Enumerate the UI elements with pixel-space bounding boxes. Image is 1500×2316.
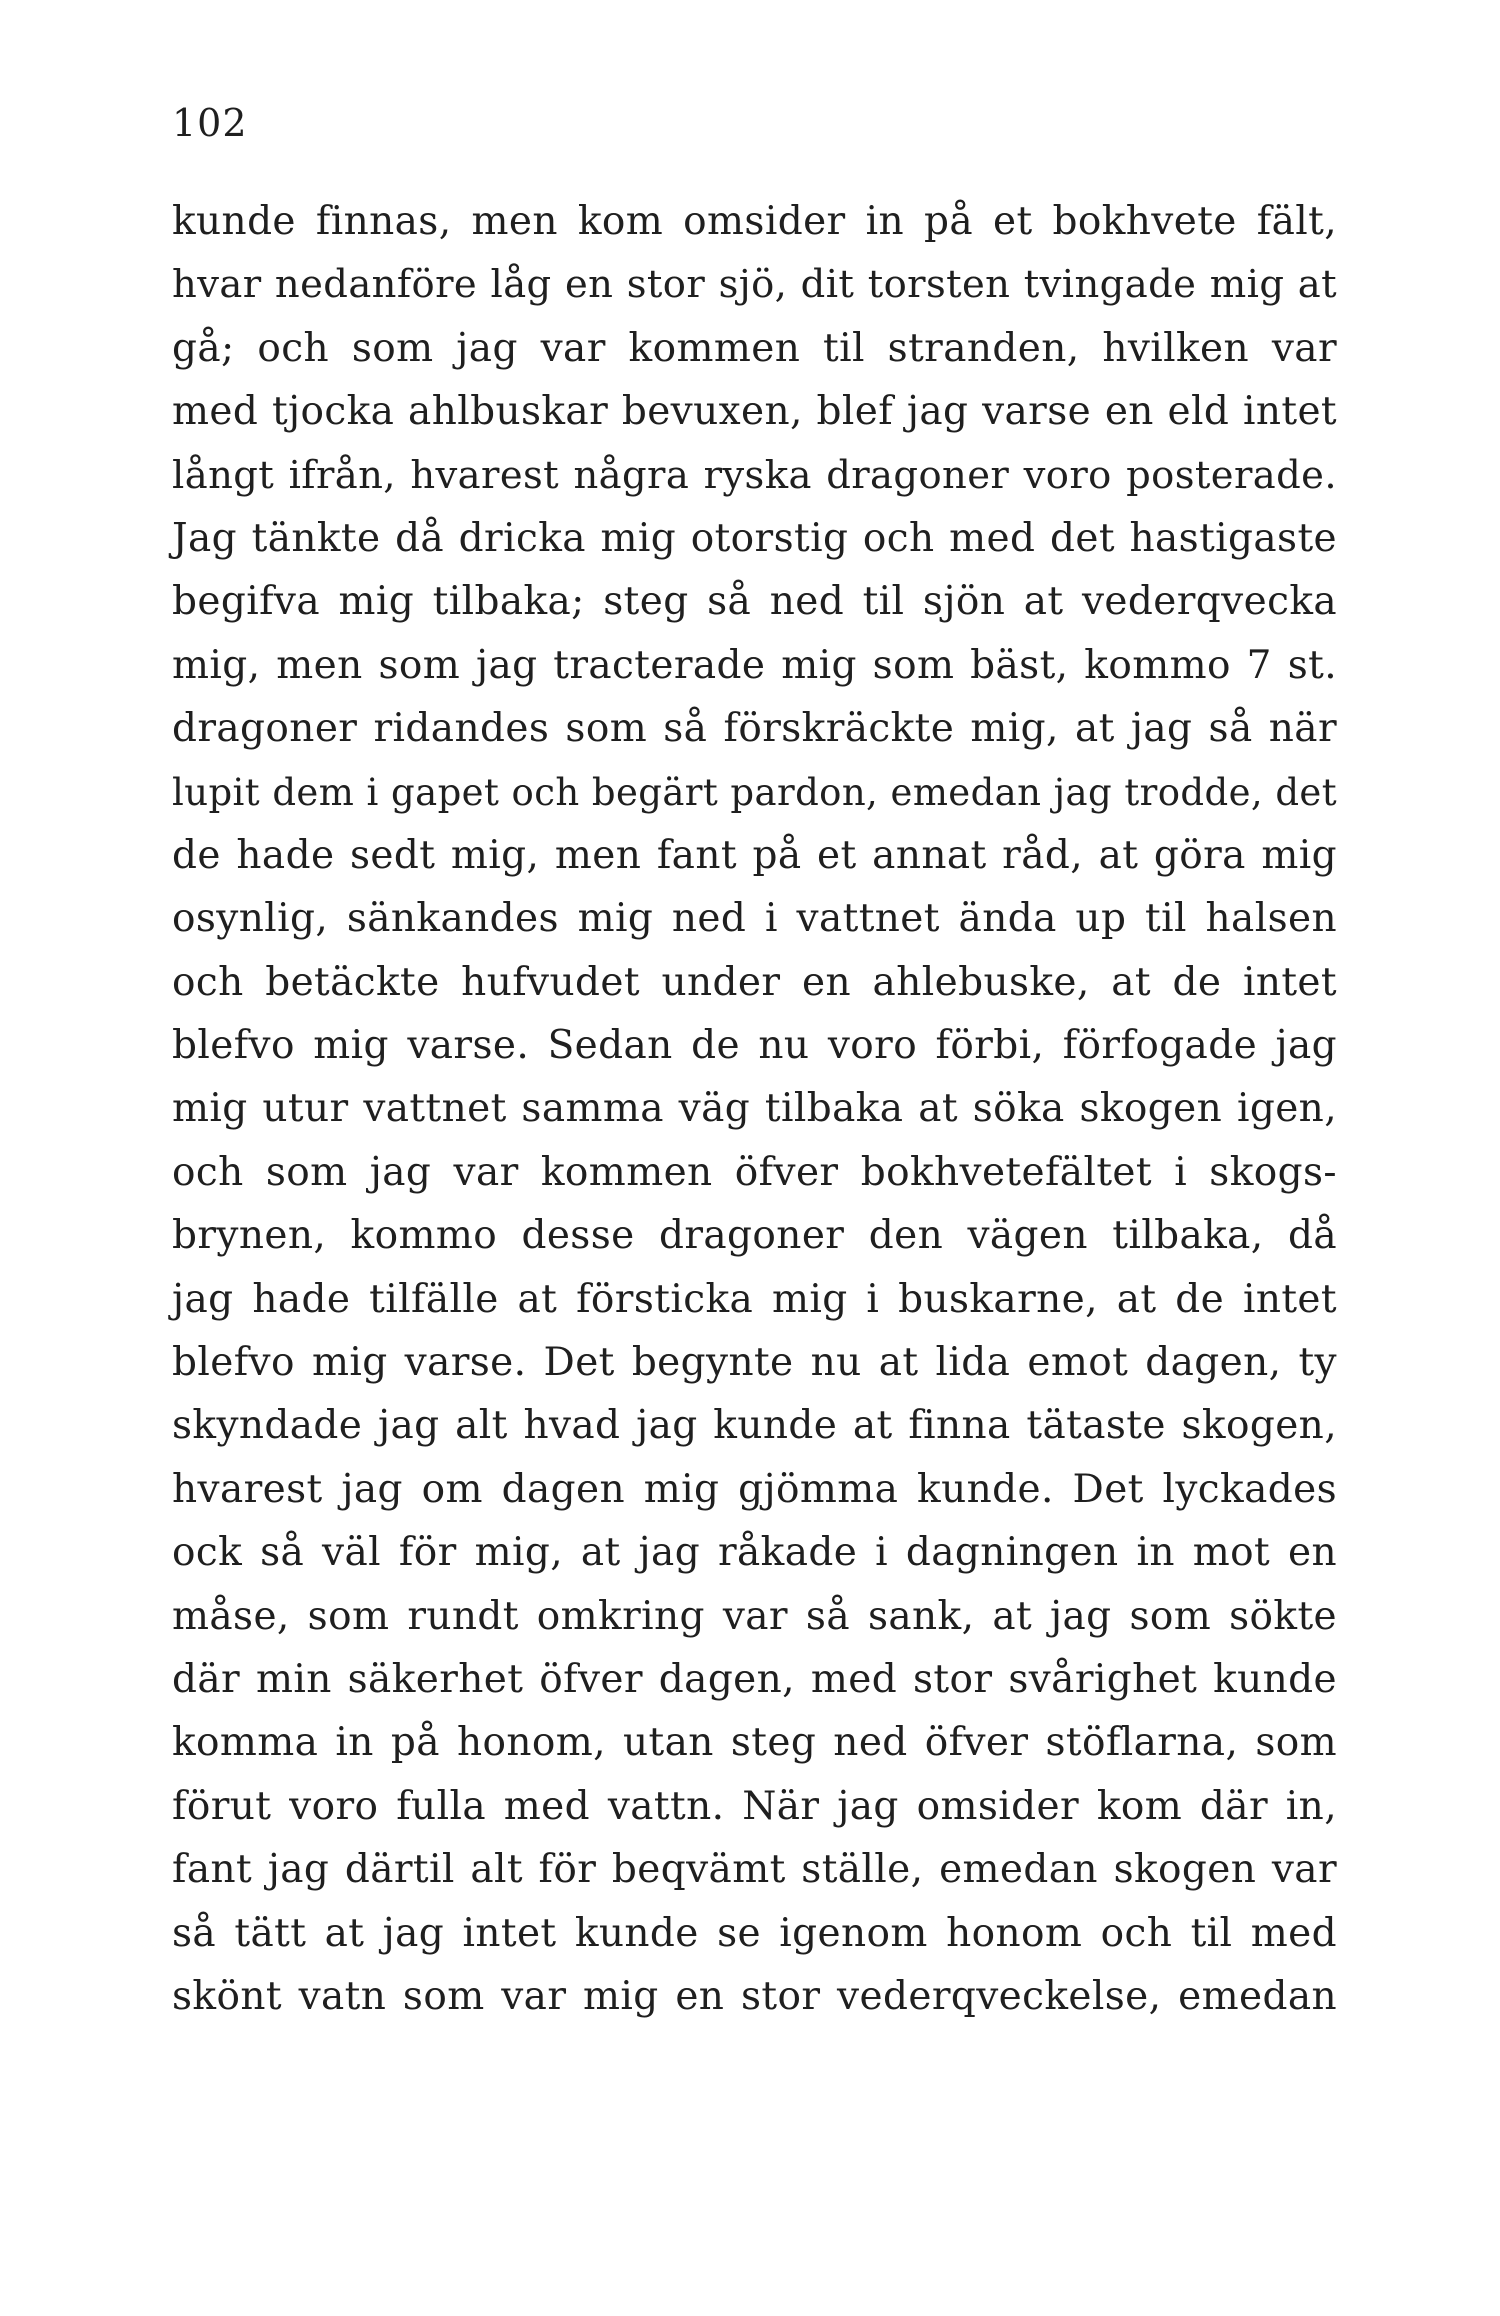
- body-text: [172, 190, 1337, 2028]
- text-line: de hade sedt mig, men fant på et annat råd, at göra mig: [172, 832, 1337, 878]
- text-line: brynen, kommo desse dragoner den vägen tilbaka, då: [172, 1213, 1337, 1259]
- text-line: skyndade jag alt hvad jag kunde at finna tätaste skogen,: [172, 1403, 1337, 1449]
- text-line: osynlig, sänkandes mig ned i vattnet ända up til halsen: [172, 896, 1337, 942]
- text-line: långt ifrån, hvarest några ryska dragoner voro posterade.: [172, 452, 1337, 498]
- text-line: ock så väl för mig, at jag råkade i dagningen in mot en: [172, 1530, 1337, 1576]
- text-line: fant jag därtil alt för beqvämt ställe, emedan skogen var: [172, 1847, 1337, 1893]
- text-line: mig utur vattnet samma väg tilbaka at söka skogen igen,: [172, 1086, 1337, 1132]
- text-line: kunde finnas, men kom omsider in på et bokhvete fält,: [172, 199, 1337, 244]
- text-line: dragoner ridandes som så förskräckte mig, at jag så när: [172, 706, 1337, 752]
- text-line: lupit dem i gapet och begärt pardon, emedan jag trodde, det: [172, 770, 1337, 814]
- text-line: hvarest jag om dagen mig gjömma kunde. Det lyckades: [172, 1466, 1337, 1512]
- text-line: hvar nedanföre låg en stor sjö, dit torsten tvingade mig at: [172, 262, 1337, 308]
- text-line: så tätt at jag intet kunde se igenom honom och til med: [172, 1910, 1337, 1956]
- text-line: gå; och som jag var kommen til stranden, hvilken var: [172, 325, 1337, 371]
- text-line: blefvo mig varse. Det begynte nu at lida emot dagen, ty: [172, 1340, 1337, 1386]
- text-line: komma in på honom, utan steg ned öfver stöflarna, som: [172, 1720, 1337, 1766]
- text-line: mig, men som jag tracterade mig som bäst, kommo 7 st.: [172, 642, 1337, 688]
- text-line: skönt vatn som var mig en stor vederqveckelse, emedan: [172, 1973, 1337, 2019]
- text-line: och betäckte hufvudet under en ahlebuske, at de intet: [172, 959, 1337, 1005]
- text-line: Jag tänkte då dricka mig otorstig och med det hastigaste: [172, 515, 1337, 561]
- text-line: förut voro fulla med vattn. När jag omsider kom där in,: [172, 1783, 1337, 1829]
- text-line: blefvo mig varse. Sedan de nu voro förbi, förfogade jag: [172, 1023, 1337, 1069]
- text-line: begifva mig tilbaka; steg så ned til sjön at vederqvecka: [172, 579, 1337, 625]
- text-line: där min säkerhet öfver dagen, med stor svårighet kunde: [172, 1656, 1337, 1702]
- text-line: måse, som rundt omkring var så sank, at jag som sökte: [172, 1593, 1337, 1639]
- text-line: och som jag var kommen öfver bokhvetefältet i skogs-: [172, 1149, 1337, 1195]
- page-number: 102: [172, 101, 248, 145]
- text-line: med tjocka ahlbuskar bevuxen, blef jag varse en eld intet: [172, 389, 1337, 435]
- text-line: jag hade tilfälle at försticka mig i buskarne, at de intet: [172, 1276, 1337, 1322]
